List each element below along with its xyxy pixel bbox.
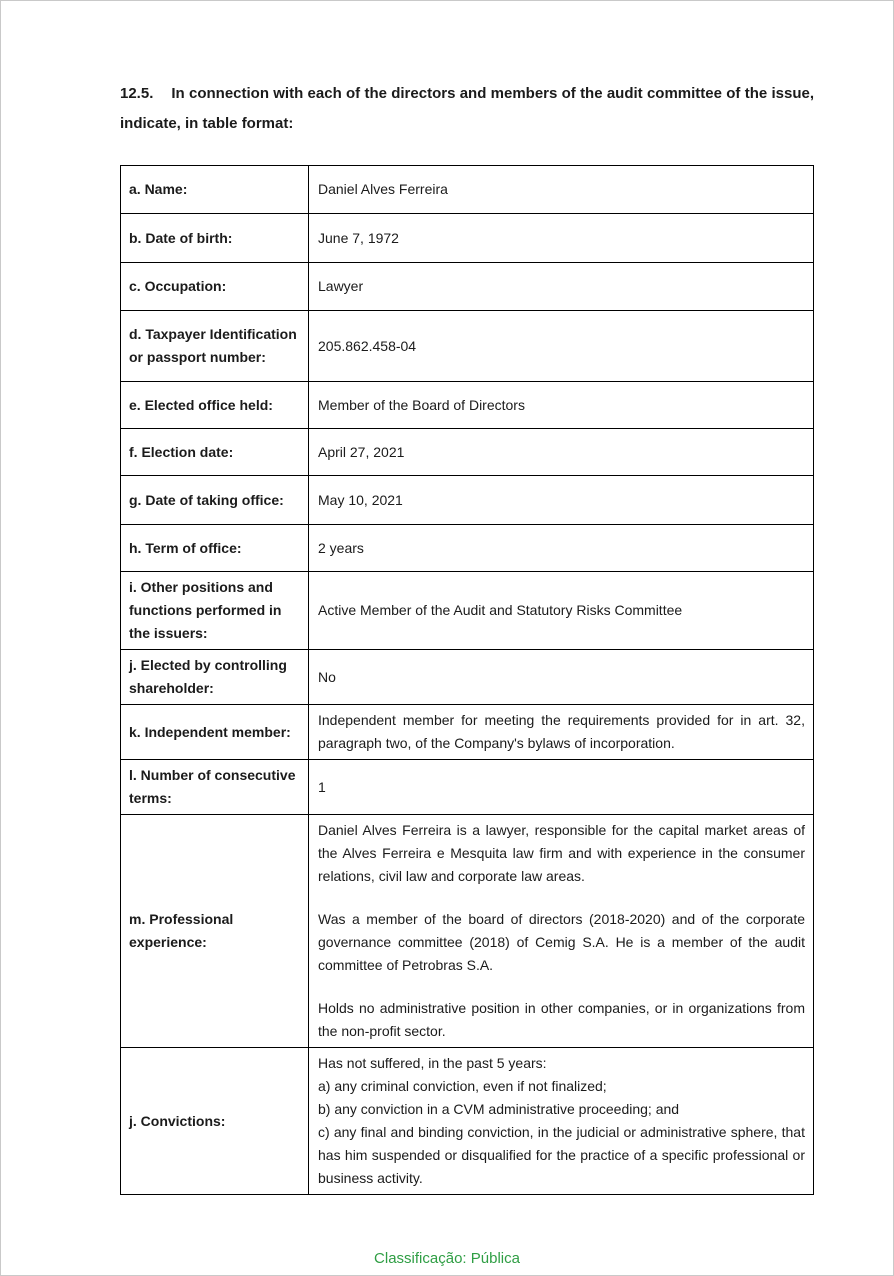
row-label: f. Election date: — [121, 429, 309, 476]
section-heading — [120, 79, 814, 139]
row-label: l. Number of consecutive terms: — [121, 760, 309, 815]
table-row-term-of-office — [121, 525, 814, 572]
row-label: a. Name: — [121, 166, 309, 214]
table-row-other-positions — [121, 572, 814, 650]
table-row-taking-office-date — [121, 476, 814, 525]
table-row-elected-by-controlling-shareholder — [121, 650, 814, 705]
row-label: j. Elected by controlling shareholder: — [121, 650, 309, 705]
row-value: Member of the Board of Directors — [309, 382, 814, 429]
experience-paragraph: Daniel Alves Ferreira is a lawyer, responsible for the capital market areas of the Alves Ferreira e Mesquita law firm and with experience in the consumer relations, civil law and corporate law areas. — [318, 822, 805, 884]
convictions-line: Has not suffered, in the past 5 years: — [318, 1055, 547, 1071]
table-row-date-of-birth — [121, 214, 814, 263]
document-content — [120, 1, 814, 1195]
table-row-professional-experience — [121, 815, 814, 1048]
row-label: g. Date of taking office: — [121, 476, 309, 525]
row-value: Daniel Alves Ferreira — [309, 166, 814, 214]
table-row-consecutive-terms — [121, 760, 814, 815]
row-value: 205.862.458-04 — [309, 311, 814, 382]
section-number: 12.5. — [120, 85, 154, 102]
row-value: April 27, 2021 — [309, 429, 814, 476]
row-label: e. Elected office held: — [121, 382, 309, 429]
table-row-occupation — [121, 263, 814, 311]
row-value: Independent member for meeting the requirements provided for in art. 32, paragraph two, of the Company's bylaws of incorporation. — [309, 705, 814, 760]
row-value: Active Member of the Audit and Statutory Risks Committee — [309, 572, 814, 650]
row-value: 2 years — [309, 525, 814, 572]
row-value: No — [309, 650, 814, 705]
row-label: j. Convictions: — [121, 1048, 309, 1195]
row-value — [309, 815, 814, 1048]
section-heading-text: In connection with each of the directors and members of the audit committee of the issue, indicate, in table format: — [120, 85, 814, 132]
convictions-line: a) any criminal conviction, even if not finalized; — [318, 1078, 607, 1094]
row-value: 1 — [309, 760, 814, 815]
row-value: June 7, 1972 — [309, 214, 814, 263]
table-row-election-date — [121, 429, 814, 476]
row-value — [309, 1048, 814, 1195]
table-row-name — [121, 166, 814, 214]
director-info-table — [120, 165, 814, 1195]
classification-footer: Classificação: Pública — [374, 1250, 520, 1267]
row-label: m. Professional experience: — [121, 815, 309, 1048]
experience-paragraph: Was a member of the board of directors (2018-2020) and of the corporate governance committee (2018) of Cemig S.A. He is a member of the audit committee of Petrobras S.A. — [318, 911, 805, 973]
row-label: k. Independent member: — [121, 705, 309, 760]
convictions-line: c) any final and binding conviction, in the judicial or administrative sphere, that has him suspended or disqualified for the practice of a specific professional or business activity. — [318, 1124, 805, 1186]
row-label: i. Other positions and functions performed in the issuers: — [121, 572, 309, 650]
convictions-line: b) any conviction in a CVM administrative proceeding; and — [318, 1101, 680, 1117]
row-label: b. Date of birth: — [121, 214, 309, 263]
experience-paragraph: Holds no administrative position in other companies, or in organizations from the non-profit sector. — [318, 1000, 805, 1039]
table-row-independent-member — [121, 705, 814, 760]
row-label: c. Occupation: — [121, 263, 309, 311]
table-row-convictions — [121, 1048, 814, 1195]
row-label: d. Taxpayer Identification or passport number: — [121, 311, 309, 382]
row-value: May 10, 2021 — [309, 476, 814, 525]
table-row-elected-office — [121, 382, 814, 429]
row-label: h. Term of office: — [121, 525, 309, 572]
row-value: Lawyer — [309, 263, 814, 311]
table-row-taxpayer-id — [121, 311, 814, 382]
